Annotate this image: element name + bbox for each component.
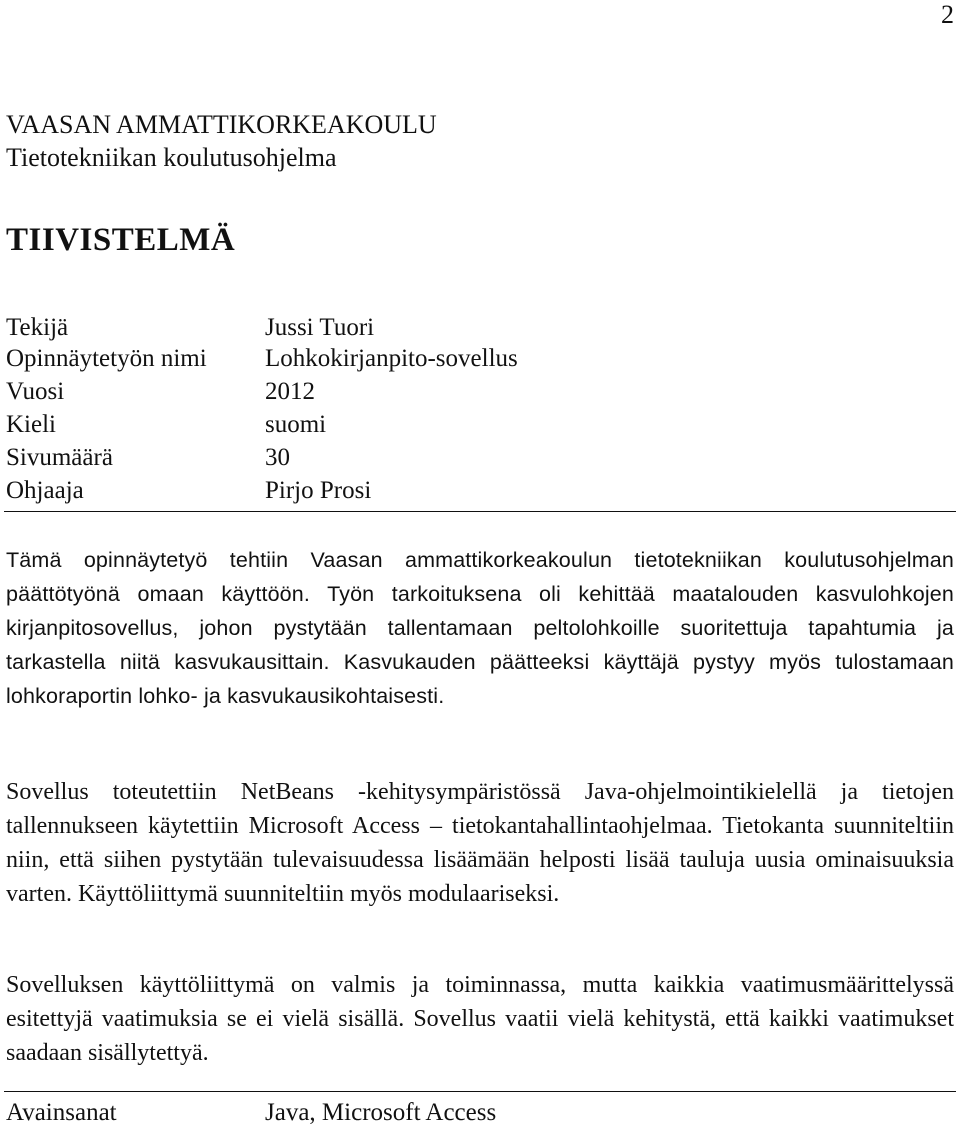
- supervisor-label: Ohjaaja: [6, 477, 84, 504]
- page-number: 2: [941, 0, 954, 29]
- page-count-value: 30: [265, 444, 290, 471]
- language-label: Kieli: [6, 411, 56, 438]
- top-divider: [4, 511, 956, 512]
- year-label: Vuosi: [6, 378, 65, 405]
- abstract-paragraph-3: Sovelluksen käyttöliittymä on valmis ja toiminnassa, mutta kaikkia vaatimusmäärittelyssä esitettyjä vaatimuksia se ei vielä sisällä. Sovellus vaatii vielä kehitystä, että kaikki vaatimukset saadaan sisällytettyä.: [6, 972, 954, 1066]
- page-title: TIIVISTELMÄ: [6, 222, 236, 258]
- bottom-divider: [4, 1091, 956, 1092]
- supervisor-value: Pirjo Prosi: [265, 477, 372, 504]
- keywords-label: Avainsanat: [6, 1099, 117, 1126]
- program-name: Tietotekniikan koulutusohjelma: [6, 143, 337, 172]
- author-value: Jussi Tuori: [265, 314, 375, 341]
- thesis-name-label: Opinnäytetyön nimi: [6, 345, 207, 372]
- institution-name: VAASAN AMMATTIKORKEAKOULU: [6, 110, 437, 139]
- page-count-label: Sivumäärä: [6, 444, 113, 471]
- keywords-value: Java, Microsoft Access: [265, 1099, 497, 1126]
- language-value: suomi: [265, 411, 327, 438]
- abstract-paragraph-1: Tämä opinnäytetyö tehtiin Vaasan ammattikorkeakoulun tietotekniikan koulutusohjelman päättötyönä omaan käyttöön. Työn tarkoituksena oli kehittää maatalouden kasvulohkojen kirjanpitosovellus, johon pystytään tallentamaan peltolohkoille suoritettuja tapahtumia ja tarkastella niitä kasvukausittain. Kasvukauden päätteeksi käyttäjä pystyy myös tulostamaan lohkoraportin lohko- ja kasvukausikohtaisesti.: [6, 548, 954, 708]
- thesis-name-value: Lohkokirjanpito-sovellus: [265, 345, 518, 372]
- year-value: 2012: [265, 378, 315, 405]
- abstract-paragraph-2: Sovellus toteutettiin NetBeans -kehitysympäristössä Java-ohjelmointikielellä ja tietojen tallennukseen käytettiin Microsoft Access – tietokantahallintaohjelmaa. Tietokanta suunniteltiin niin, että siihen pystytään tulevaisuudessa lisäämään helposti lisää tauluja uusia ominaisuuksia varten. Käyttöliittymä suunniteltiin myös modulaariseksi.: [6, 779, 954, 907]
- author-label: Tekijä: [6, 314, 69, 341]
